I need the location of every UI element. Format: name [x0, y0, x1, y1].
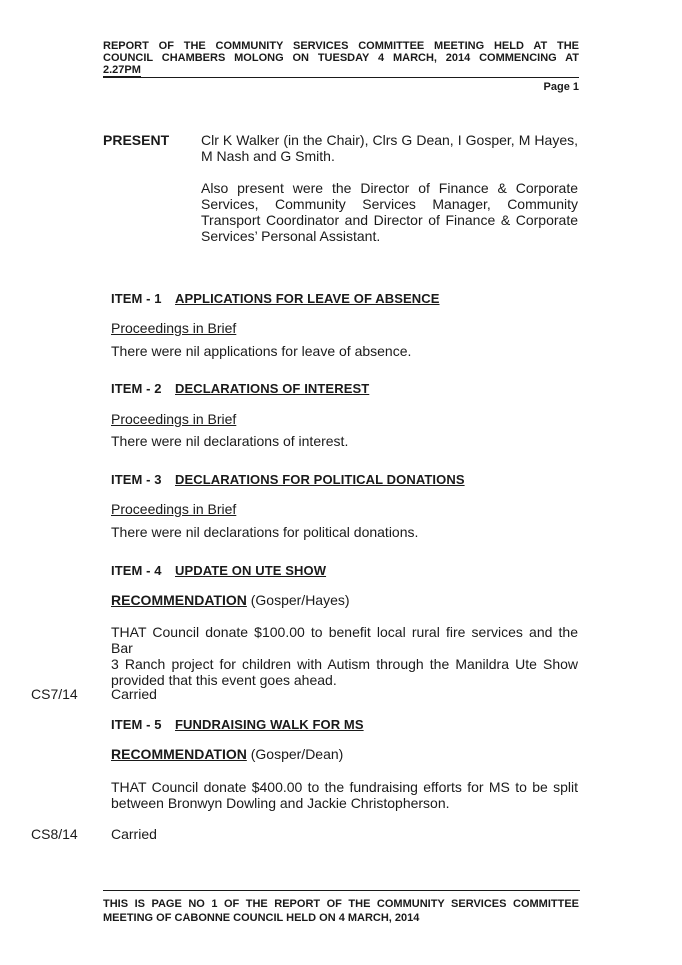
- item-5-resolution-text: [111, 779, 578, 811]
- header-line-2: COUNCIL CHAMBERS MOLONG ON TUESDAY 4 MARCH, 2014 COMMENCING AT: [103, 52, 579, 64]
- item-4-movers: (Gosper/Hayes): [250, 592, 350, 608]
- report-header: [103, 40, 579, 76]
- item-4-title: UPDATE ON UTE SHOW: [175, 563, 327, 578]
- footer-rule: [103, 890, 580, 891]
- item-1-title: APPLICATIONS FOR LEAVE OF ABSENCE: [175, 291, 440, 306]
- item-5-movers: (Gosper/Dean): [250, 746, 344, 762]
- item-3-text: There were nil declarations for political donations.: [111, 524, 419, 540]
- item-5-resolution-number: CS8/14: [31, 826, 78, 842]
- item-1-text: There were nil applications for leave of absence.: [111, 343, 412, 359]
- item-3-title: DECLARATIONS FOR POLITICAL DONATIONS: [175, 472, 465, 487]
- also-line-4: Services’ Personal Assistant.: [201, 228, 381, 244]
- page-number: Page 1: [543, 81, 579, 93]
- item-2-heading: [111, 381, 369, 396]
- item-4-recommendation: [111, 592, 350, 608]
- also-line-1: Also present were the Director of Finance & Corporate: [201, 180, 578, 196]
- also-present: [201, 180, 578, 244]
- header-line-1: REPORT OF THE COMMUNITY SERVICES COMMITTEE MEETING HELD AT THE: [103, 40, 579, 52]
- item-3-subheading: Proceedings in Brief: [111, 501, 237, 517]
- item-5-heading: [111, 717, 364, 732]
- present-members: [201, 132, 578, 164]
- item-5-body-1: THAT Council donate $400.00 to the fundraising efforts for MS to be split: [111, 779, 578, 795]
- also-line-3: Transport Coordinator and Director of Finance & Corporate: [201, 212, 578, 228]
- footer-line-1: THIS IS PAGE NO 1 OF THE REPORT OF THE COMMUNITY SERVICES COMMITTEE: [103, 898, 579, 910]
- present-line-2: M Nash and G Smith.: [201, 148, 335, 164]
- item-5-recommendation: [111, 746, 343, 762]
- item-4-resolution-number: CS7/14: [31, 686, 78, 702]
- item-2-title: DECLARATIONS OF INTEREST: [175, 381, 370, 396]
- item-5-body-2: between Bronwyn Dowling and Jackie Christopherson.: [111, 795, 450, 811]
- item-2-number: ITEM - 2: [111, 381, 162, 396]
- header-line-3: 2.27PM: [103, 64, 141, 76]
- item-5-rec-label: RECOMMENDATION: [111, 746, 247, 762]
- item-4-body-1: THAT Council donate $100.00 to benefit local rural fire services and the Bar: [111, 624, 578, 656]
- item-3-number: ITEM - 3: [111, 472, 162, 487]
- header-rule: [103, 77, 579, 78]
- page-footer: [103, 897, 579, 925]
- present-label: PRESENT: [103, 132, 170, 148]
- item-2-subheading: Proceedings in Brief: [111, 411, 237, 427]
- item-5-outcome: Carried: [111, 826, 157, 842]
- item-4-body-3: provided that this event goes ahead.: [111, 672, 337, 688]
- footer-line-2: MEETING OF CABONNE COUNCIL HELD ON 4 MARCH, 2014: [103, 912, 420, 924]
- item-3-heading: [111, 472, 465, 487]
- item-4-resolution-text: [111, 624, 578, 688]
- also-line-2: Services, Community Services Manager, Community: [201, 196, 578, 212]
- item-1-number: ITEM - 1: [111, 291, 162, 306]
- present-line-1: Clr K Walker (in the Chair), Clrs G Dean, I Gosper, M Hayes,: [201, 132, 578, 148]
- item-5-title: FUNDRAISING WALK FOR MS: [175, 717, 364, 732]
- item-4-outcome: Carried: [111, 686, 157, 702]
- item-4-body-2: 3 Ranch project for children with Autism through the Manildra Ute Show: [111, 656, 578, 672]
- item-1-subheading: Proceedings in Brief: [111, 320, 237, 336]
- item-4-rec-label: RECOMMENDATION: [111, 592, 247, 608]
- item-4-heading: [111, 563, 326, 578]
- item-1-heading: [111, 291, 440, 306]
- item-5-number: ITEM - 5: [111, 717, 162, 732]
- item-4-number: ITEM - 4: [111, 563, 162, 578]
- item-2-text: There were nil declarations of interest.: [111, 433, 349, 449]
